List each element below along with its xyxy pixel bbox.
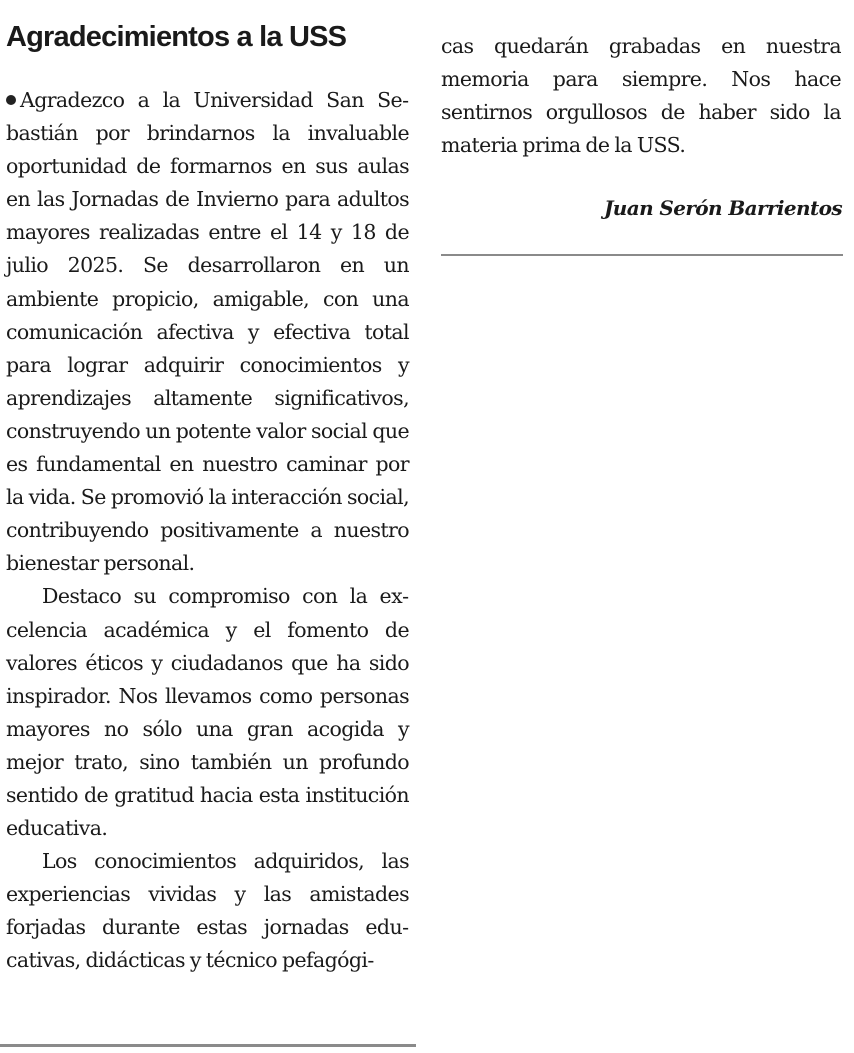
article-signature: Juan Serón Barrientos [603, 196, 842, 220]
signature-divider [441, 254, 843, 256]
article-paragraph-1 [6, 84, 409, 580]
bullet-icon [6, 95, 16, 105]
article-paragraph-3-start: Los conocimientos adquiridos, las experiencias vividas y las amistades forjadas durante estas jornadas educativas, didácticas y técnico pefagógi- [6, 849, 409, 973]
article-column-right [441, 30, 841, 162]
column-bottom-divider [0, 1044, 416, 1047]
article-headline: Agradecimientos a la USS [6, 21, 347, 53]
article-paragraph-3-continued: cas quedarán grabadas en nuestra memoria para siempre. Nos hace sentirnos orgullosos de haber sido la materia prima de la USS. [441, 34, 841, 158]
article-paragraph-2: Destaco su compromiso con la excelencia académica y el fomento de valores éticos y ciudadanos que ha sido inspirador. Nos llevamos como personas mayores no sólo una gran acogida y mejor trato, sino también un profundo sentido de gratitud hacia esta institución educativa. [6, 584, 409, 841]
article-column-left [6, 84, 409, 978]
article-paragraph-1-text: Agradezco a la Universidad San Sebastián por brindarnos la invaluable oportunidad de formarnos en sus aulas en las Jornadas de Invierno para adultos mayores realizadas entre el 14 y 18 de julio 2025. Se desarrollaron en un ambiente propicio, amigable, con una comunicación afectiva y efectiva total para lograr adquirir conocimientos y aprendizajes altamente significativos, construyendo un potente valor social que es fundamental en nuestro caminar por la vida. Se promovió la interacción social, contribuyendo positivamente a nuestro bienestar personal. [6, 88, 409, 576]
